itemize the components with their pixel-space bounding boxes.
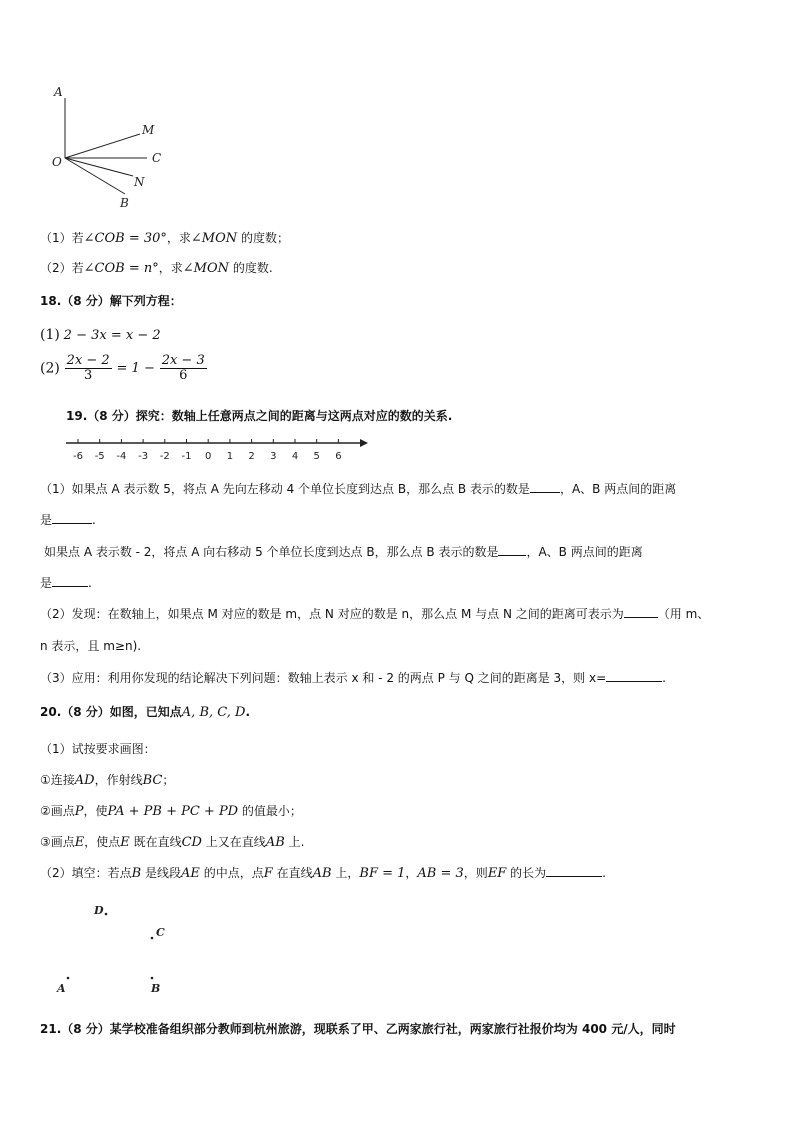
q20-item2 bbox=[40, 802, 302, 819]
point-B bbox=[151, 977, 154, 980]
q20-i1-m1: AD bbox=[74, 773, 95, 788]
q18-heading: 18.（8 分）解下列方程： bbox=[40, 294, 182, 308]
q20-head-pre: 20.（8 分）如图，已知点 bbox=[40, 705, 182, 719]
label-N: N bbox=[134, 175, 145, 189]
q20-sub2 bbox=[40, 864, 606, 881]
q19-p4b: . bbox=[662, 671, 666, 685]
q18-eq2-frac1 bbox=[65, 354, 112, 383]
answer-blank-7[interactable] bbox=[546, 864, 602, 877]
q20-s2-m4: AB bbox=[312, 866, 332, 881]
number-line-tick-label: -2 bbox=[159, 451, 170, 462]
label-C: C bbox=[152, 151, 162, 165]
q20-s2-t5: ， bbox=[405, 866, 418, 880]
label-M: M bbox=[142, 123, 155, 137]
point-B-label: B bbox=[151, 982, 161, 995]
q17-p1-pre: （1）若 bbox=[40, 231, 84, 245]
q19-line6 bbox=[40, 637, 141, 654]
q17-part1 bbox=[40, 229, 289, 246]
q18-eq2-frac2-den: 6 bbox=[179, 368, 188, 383]
q20-i3-post: 上. bbox=[284, 835, 305, 849]
number-line-tick-label: 0 bbox=[205, 451, 212, 462]
q20-item3 bbox=[40, 833, 304, 850]
q20-s2-t3: 在直线 bbox=[272, 866, 313, 880]
q20-i3-m3: CD bbox=[181, 835, 202, 850]
number-line-arrow bbox=[360, 439, 368, 447]
q20-s2-end: . bbox=[602, 866, 606, 880]
q17-p2-post: 的度数. bbox=[229, 261, 273, 275]
q20-i1-pre: ①连接 bbox=[40, 773, 75, 787]
q17-p1-mid: ，求 bbox=[166, 231, 191, 245]
q19-heading: 19.（8 分）探究：数轴上任意两点之间的距离与这两点对应的数的关系. bbox=[66, 409, 453, 423]
number-line-tick-label: 4 bbox=[291, 451, 299, 462]
q17-p1-math2: ∠MON bbox=[190, 231, 238, 246]
point-D bbox=[105, 913, 108, 916]
q19-line4 bbox=[40, 574, 92, 591]
q19-p3b: （用 m、 bbox=[657, 607, 710, 621]
q20-item1 bbox=[40, 771, 174, 788]
number-line-tick-label: 5 bbox=[313, 451, 320, 462]
q17-p2-math2: ∠MON bbox=[182, 261, 229, 276]
number-line-tick-label: 6 bbox=[335, 451, 342, 462]
q19-p4a: （3）应用：利用你发现的结论解决下列问题：数轴上表示 x 和 - 2 的两点 P 与 Q 之间的距离是 3，则 x= bbox=[40, 671, 607, 685]
q20-s2-m6: AB = 3 bbox=[417, 866, 464, 881]
q18-eq2-label: (2) bbox=[40, 360, 60, 377]
q17-p1-math1: ∠COB = 30° bbox=[83, 231, 167, 246]
q18-eq2-frac2 bbox=[160, 354, 207, 383]
answer-blank-3[interactable] bbox=[498, 543, 526, 556]
ray-OB bbox=[65, 158, 125, 194]
q20-i2-mid: ，使 bbox=[83, 804, 108, 818]
number-line-tick-label: 1 bbox=[226, 451, 234, 462]
number-line-tick-label: 3 bbox=[270, 451, 277, 462]
q20-i3-m2: E bbox=[120, 835, 130, 850]
q19-line3 bbox=[44, 543, 643, 560]
q18-eq1 bbox=[40, 327, 161, 343]
q20-i2-post: 的值最小； bbox=[238, 804, 302, 818]
point-A bbox=[67, 977, 70, 980]
q17-p2-pre: （2）若 bbox=[40, 261, 84, 275]
number-line-tick-label: -3 bbox=[138, 451, 149, 462]
number-line-tick-label: -1 bbox=[181, 451, 192, 462]
number-line-tick-label: -5 bbox=[94, 451, 105, 462]
q20-i2-m1: P bbox=[74, 804, 84, 819]
q19-p2c: 是 bbox=[40, 576, 53, 590]
q19-p3a: （2）发现：在数轴上，如果点 M 对应的数是 m，点 N 对应的数是 n，那么点 M 与点 N 之间的距离可表示为 bbox=[40, 607, 624, 621]
q18-eq1-label: (1) bbox=[40, 327, 60, 343]
q20-i3-mid3: 上又在直线 bbox=[201, 835, 266, 849]
q18-eq2-frac1-den: 3 bbox=[84, 368, 93, 383]
points-figure bbox=[50, 898, 180, 998]
answer-blank-4[interactable] bbox=[52, 574, 88, 587]
q20-s2-t7: 的长为 bbox=[506, 866, 547, 880]
q20-s2-t1: 是线段 bbox=[141, 866, 182, 880]
q20-i1-mid: ，作射线 bbox=[94, 773, 143, 787]
q20-s2-m1: B bbox=[131, 866, 142, 881]
q19-p1c: 是 bbox=[40, 513, 53, 527]
point-C-label: C bbox=[156, 926, 165, 939]
q20-s2-m7: EF bbox=[487, 866, 507, 881]
q20-s2-m2: AE bbox=[181, 866, 200, 881]
q20-s2-m5: BF = 1 bbox=[359, 866, 406, 881]
q21-text: 21.（8 分）某学校准备组织部分教师到杭州旅游，现联系了甲、乙两家旅行社，两家旅行社报价均为 400 元/人，同时 bbox=[40, 1022, 676, 1036]
q19-p1d: . bbox=[92, 513, 96, 527]
q19-line2 bbox=[40, 511, 96, 528]
q17-p2-math1: ∠COB = n° bbox=[83, 261, 159, 276]
q17-p1-post: 的度数； bbox=[237, 231, 289, 245]
q20-heading bbox=[40, 703, 250, 720]
answer-blank-6[interactable] bbox=[606, 669, 662, 682]
q20-i1-post: ； bbox=[162, 773, 175, 787]
angle-figure bbox=[45, 82, 175, 212]
ray-ON bbox=[65, 158, 133, 176]
answer-blank-2[interactable] bbox=[52, 511, 92, 524]
point-D-label: D bbox=[94, 904, 104, 917]
q19-p2b: ，A、B 两点间的距离 bbox=[526, 545, 643, 559]
number-line bbox=[60, 434, 370, 464]
q18-eq2-frac1-num: 2x − 2 bbox=[66, 353, 110, 368]
q20-i3-m1: E bbox=[74, 835, 85, 850]
q20-s2-t4: 上， bbox=[331, 866, 360, 880]
q18-eq2 bbox=[40, 354, 208, 383]
q19-p2a: 如果点 A 表示数 - 2，将点 A 向右移动 5 个单位长度到达点 B，那么点 B 表示的数是 bbox=[44, 545, 499, 559]
label-B: B bbox=[120, 196, 129, 210]
q18-eq2-mid: = 1 − bbox=[116, 361, 155, 376]
q20-head-post: . bbox=[245, 705, 251, 719]
q20-s2-t2: 的中点，点 bbox=[199, 866, 264, 880]
q20-sub1: （1）试按要求画图： bbox=[40, 742, 156, 756]
q20-i1-m2: BC bbox=[142, 773, 163, 788]
number-line-tick-label: -4 bbox=[116, 451, 127, 462]
q20-s2-pre: （2）填空：若点 bbox=[40, 866, 132, 880]
q19-p2d: . bbox=[88, 576, 92, 590]
answer-blank-5[interactable] bbox=[624, 605, 658, 618]
q18-eq2-frac2-num: 2x − 3 bbox=[161, 353, 205, 368]
q20-i2-m2: PA + PB + PC + PD bbox=[107, 804, 239, 819]
q17-part2 bbox=[40, 259, 273, 276]
q20-i3-mid1: ，使点 bbox=[84, 835, 121, 849]
number-line-tick-label: -6 bbox=[73, 451, 83, 462]
q19-line7 bbox=[40, 669, 666, 686]
q20-i3-mid2: 既在直线 bbox=[129, 835, 182, 849]
q19-p1b: ，A、B 两点间的距离 bbox=[559, 482, 677, 496]
point-C bbox=[151, 937, 154, 940]
q19-p1a: （1）如果点 A 表示数 5，将点 A 先向左移动 4 个单位长度到达点 B，那么点 B 表示的数是 bbox=[40, 482, 530, 496]
q19-line5 bbox=[40, 605, 709, 622]
q20-s2-t6: ，则 bbox=[463, 866, 488, 880]
q20-i2-pre: ②画点 bbox=[40, 804, 75, 818]
label-A: A bbox=[54, 85, 63, 99]
point-A-label: A bbox=[57, 982, 66, 995]
q20-i3-pre: ③画点 bbox=[40, 835, 75, 849]
q19-line1 bbox=[40, 480, 676, 497]
number-line-tick-label: 2 bbox=[248, 451, 255, 462]
q20-s2-m3: F bbox=[263, 866, 273, 881]
answer-blank-1[interactable] bbox=[530, 480, 560, 493]
q18-eq1-expr: 2 − 3x = x − 2 bbox=[63, 328, 161, 343]
q19-p3c: n 表示，且 m≥n). bbox=[40, 639, 142, 653]
q20-head-math: A, B, C, D bbox=[181, 705, 246, 720]
q20-i3-m4: AB bbox=[265, 835, 285, 850]
ray-OM bbox=[65, 134, 140, 158]
q17-p2-mid: ，求 bbox=[158, 261, 183, 275]
label-O: O bbox=[52, 155, 62, 169]
